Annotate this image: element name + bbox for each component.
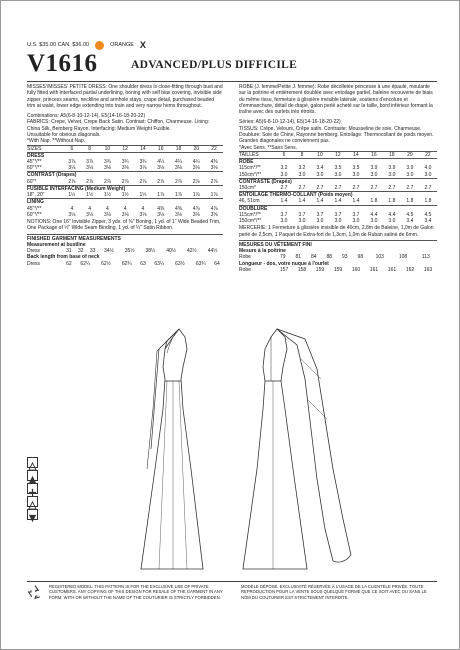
back-view-drawing [243,329,351,569]
table-row [27,165,223,172]
section-title: ROBE [239,159,437,166]
view-icon-5 [27,509,38,520]
table-cell: 3⅛ [210,165,218,172]
table-cell: 63¾ [195,260,206,267]
table-cell: 3⅛ [86,211,94,218]
table-cell: 4¼ [175,159,182,166]
table-cell: 2⅞ [157,178,165,185]
table-cell: 38½ [145,248,156,255]
table-cell: 2.7 [280,184,288,191]
fgm-sub-fr: Mesure à la poitrine [239,248,286,255]
table-cell: 63 [140,260,146,267]
row-label: Dress [27,260,41,267]
table-cell: 2⅞ [192,178,200,185]
table-cell: 3.7 [298,211,306,218]
footer-french-text: MODÈLE DÉPOSÉ. EXCLUSIVITÉ RÉSERVÉE À L'USAGE DE LA CLIENTÈLE PRIVÉE. TOUTE REPRODUCTION POUR LA VENTE SOUS QUELQUE FORME QUE CE SOIT AVEC OU SANS LE NOM DU COUTURIER EST STRICTEMENT INTERDITE. [241,584,427,600]
table-cell: 3⅞ [86,159,94,166]
row-label: 18", 20" [27,192,45,199]
row-label: 115cm*/** [239,165,261,172]
french-column [239,84,437,273]
table-cell: 2⅞ [121,178,129,185]
table-cell: 1½ [121,192,129,199]
row-label: TAILLES [239,151,259,158]
view-icon-1 [27,457,38,468]
row-label: Robe [239,254,251,261]
series-fr: Séries: A5(6-8-10-12-14), E5(14-16-18-20-22) [239,119,341,126]
table-cell: 3.0 [280,218,288,224]
table-cell: 2⅞ [175,178,182,185]
fgm-title-fr: MESURES DU VÊTEMENT FINI [239,240,437,248]
table-cell: 8 [300,151,304,158]
table-section-header [239,192,437,199]
table-cell: 16 [157,145,164,152]
table-cell: 6 [282,151,286,158]
footer-english [27,584,227,600]
table-row [239,218,437,224]
english-column [27,84,223,267]
table-cell: 3⅛ [103,211,111,218]
table-cell: 88 [326,254,333,261]
size-header-row [27,145,223,152]
x-mark: X [139,40,146,50]
table-cell: 4 [106,205,109,212]
section-title: CONTRASTE (Drapés) [239,178,437,185]
table-cell: 93 [342,254,348,261]
table-cell: 10 [317,151,323,158]
table-cell: 1⅞ [192,192,200,199]
table-cell: 14 [140,145,146,152]
description-fr: ROBE (J. femme/Petite J. femme): Robe décolletée princesse à une épaule, moulante sur la poitrine et entièrement doublée avec entoilage partiel, baleine recouverte de biais du même tissu, fermeture à glissière invisible latérale, soutiens d'encolure et d'emmanchure, détail de drapé, galon perlé acheté sur la taille, bord inférieur formant la traîne avec des ourlets très étroits. [239,84,433,116]
table-cell: 103 [375,254,384,261]
table-cell: 3⅛ [175,211,182,218]
table-cell: 2.7 [316,184,324,191]
table-cell: 3.0 [352,171,360,178]
row-label: 60"*/** [27,211,42,218]
table-cell: 42½ [186,248,197,255]
table-cell: 3.4 [424,218,432,224]
table-cell: 3⅞ [68,159,76,166]
table-cell: 3.2 [298,165,306,172]
price-text: U.S. $35.00 CAN. $36.00 [27,42,90,48]
table-cell: 3⅛ [157,165,165,172]
table-section-header [27,172,223,179]
table-cell: 1.8 [406,198,414,205]
section-title: FUSIBLE INTERFACING (Medium Weight) [27,185,223,192]
fgm-title-en: FINISHED GARMENT MEASUREMENTS [27,234,223,242]
table-cell: 160 [351,266,361,273]
table-cell: 3⅛ [68,165,76,172]
table-row [27,179,223,186]
table-cell: 63¼ [154,260,165,267]
orange-dot-icon [95,41,104,50]
diagonals-fr: Grandes diagonales ne conviennent pas. [239,138,330,145]
table-cell: 2.7 [298,184,306,191]
row-label: 150cm*/** [239,218,262,224]
table-cell: 1½ [139,192,147,199]
table-cell: 162 [405,266,415,273]
mercerie-fr: MERCERIE: 1 Fermeture à glissière invisible de 40cm, 2,8m de Baleine, 1,0m de Galon perlé de 2,5cm, 1 Paquet de Extra-fort de 1,3cm, 1,0m de Ruban satiné de 6mm. [239,225,434,238]
table-cell: 3.9 [388,165,396,172]
table-cell: 1⅞ [210,192,218,199]
table-section-header [27,152,223,159]
description-en: MISSES'/MISSES' PETITE DRESS: One shoulder dress is close-fitting through bust and fully fitted with interfaced partial underlining, boning with self bias covering, invisible side zipper, princess seams, neckline and armhole stays, crape detail, purchased beaded trim at waist, lower edge extending into train and very narrow hems throughout. [27,84,223,109]
table-section-header [239,178,437,185]
table-cell: 4 [141,205,145,212]
table-cell: 1⅞ [175,192,182,199]
table-cell: 3⅛ [192,211,200,218]
table-cell: 4 [88,205,92,212]
table-cell: 3.0 [316,218,324,224]
nap-en: *With Nap. **Without Nap. [27,138,86,145]
table-cell: 1½ [68,192,76,199]
table-cell: 4⅜ [157,205,165,212]
table-cell: 113 [421,254,430,261]
table-cell: 62 [66,260,72,267]
table-section-header [239,205,437,212]
row-label: 60"*/** [27,165,42,172]
row-label: Dress [27,248,41,255]
table-cell: 4¼ [157,159,165,166]
table-cell: 1½ [103,192,111,199]
table-cell: 3⅛ [121,211,129,218]
table-cell: 14 [353,151,359,158]
table-cell: 1.4 [316,198,324,205]
table-cell: 1⅞ [157,192,165,199]
price-line [27,40,146,50]
table-cell: 1.8 [370,198,378,205]
table-cell: 3⅝ [210,211,218,218]
row-label: Robe [239,266,251,273]
table-cell: 3⅛ [86,165,94,172]
table-cell: 2⅞ [86,178,94,185]
table-cell: 1.8 [388,198,396,205]
table-cell: 159 [315,266,325,273]
table-cell: 18 [175,145,182,152]
footer [27,584,437,600]
front-view-drawing [141,329,203,569]
table-cell: 3¾ [121,159,129,166]
size-header-row [239,151,437,158]
table-cell: 4.0 [424,165,432,172]
table-cell: 3⅛ [157,211,165,218]
table-row [239,185,437,192]
yardage-table-fr [239,151,437,224]
table-cell: 20 [193,145,200,152]
row-label: 46, 51cm [239,198,260,205]
table-cell: 2.7 [388,184,396,191]
table-cell: 12 [122,145,128,152]
row-label: 150cm* [239,184,256,191]
row-label: 45"*/** [27,205,42,212]
table-cell: 35½ [124,248,135,255]
table-cell: 1.4 [334,198,342,205]
table-row [27,192,223,199]
table-cell: 64 [214,260,220,267]
table-cell: 34½ [104,248,114,255]
table-cell: 3⅛ [121,165,129,172]
table-cell: 3.0 [388,218,396,224]
table-cell: 159 [333,266,343,273]
table-cell: 3.7 [352,211,360,218]
table-cell: 2.7 [352,184,360,191]
table-cell: 32 [77,248,84,255]
row-label: 150cm*/** [239,171,262,178]
table-cell: 3.0 [370,171,378,178]
table-cell: 22 [211,145,217,152]
table-cell: 3⅛ [68,211,76,218]
view-icons [27,457,39,522]
table-cell: 3.0 [370,218,378,224]
table-cell: 3.5 [352,165,360,172]
table-cell: 2⅞ [103,178,111,185]
table-row [27,261,223,267]
back-length-en: Back length from base of neck [27,254,100,261]
table-cell: 4.5 [424,211,432,218]
table-cell: 79 [279,254,286,261]
table-cell: 161 [369,266,379,273]
table-cell: 81 [295,254,302,261]
table-cell: 2.7 [370,184,378,191]
table-row [239,172,437,179]
table-cell: 4⅞ [192,205,200,212]
section-title: LINING [27,199,223,206]
view-icon-4 [27,496,38,507]
table-cell: 3.0 [334,218,342,224]
table-cell: 3.2 [280,165,288,172]
table-cell: 3⅛ [139,165,147,172]
table-cell: 3⅛ [103,165,111,172]
table-cell: 33 [89,248,96,255]
row-label: 115cm*/** [239,211,261,218]
table-cell: 4.4 [388,211,396,218]
table-cell: 62¾ [121,260,132,267]
header-divider [27,81,437,82]
dress-technical-drawing [121,319,361,581]
table-section-header [239,159,437,166]
table-cell: 3.0 [316,171,324,178]
section-title: DOUBLURE [239,205,437,212]
table-cell: 98 [357,254,364,261]
table-cell: 22 [425,151,431,158]
back-length-table-en [27,261,223,267]
table-cell: 4⅜ [175,205,182,212]
table-cell: 4.4 [370,211,378,218]
table-cell: 3.0 [280,171,288,178]
table-cell: 2.7 [424,184,432,191]
table-cell: 16 [371,151,377,158]
table-cell: 163 [423,266,433,273]
table-cell: 158 [297,266,307,273]
table-cell: 3⅛ [175,165,182,172]
view-icon-2 [27,470,38,481]
table-cell: 3.5 [334,165,342,172]
table-cell: 3.9 [406,165,414,172]
table-row [239,267,437,273]
table-cell: 3¾ [103,159,111,166]
table-cell: 3.0 [406,171,414,178]
table-cell: 3.7 [334,211,342,218]
recycle-icon [27,584,43,600]
back-length-fr: Longueur - dos, votre nuque à l'ourlet [239,260,329,267]
back-length-table-fr [239,267,437,273]
table-cell: 8 [88,145,92,152]
table-cell: 18 [389,151,395,158]
table-cell: 4⅞ [210,205,218,212]
table-cell: 2.7 [406,184,414,191]
table-cell: 1.8 [424,198,432,205]
combinations-en: Combinations: A5(6-8-10-12-14), E5(14-16-18-20-22) [27,113,146,120]
table-cell: 20 [407,151,413,158]
table-cell: 62¼ [80,260,91,267]
table-cell: 1.4 [280,198,288,205]
unsuitable-en: Unsuitable for obvious diagonals. [27,132,101,139]
table-cell: 2⅞ [68,178,76,185]
table-cell: 3⅛ [192,165,200,172]
pattern-number: V1616 [27,50,98,77]
table-cell: 3.7 [280,211,288,218]
table-cell: 44½ [207,248,218,255]
table-cell: 2⅞ [210,178,218,185]
table-row [239,198,437,205]
table-cell: 4 [70,205,74,212]
notions-en: NOTIONS: One 16" Invisible Zipper, 3 yds. of ⅜" Boning, 1 yd. of 1" Wide Beaded Trim, One Package of ½" Wide Seam Binding, 1 yd. of ¼" Satin Ribbon. [27,218,221,232]
table-cell: 3.7 [316,211,324,218]
nap-fr: *Avec Sens. **Sans Sens. [239,144,297,151]
table-cell: 10 [104,145,111,152]
tissus-fr: TISSUS: Crêpe, Velours, Crêpe satin. Contraste: Mousseline de soie, Charmeuse. Doublure: Soie de Chine, Rayonne bemberg. Entoilage: Thermocollant de poids moyen. [239,125,434,139]
table-cell: 3.0 [424,171,432,178]
table-cell: 157 [279,266,289,273]
table-cell: 3.0 [388,171,396,178]
table-cell: 2⅞ [139,178,147,185]
footer-english-text: REGISTERED MODEL: THIS PATTERN IS FOR THE EXCLUSIVE USE OF PRIVATE CUSTOMERS. ANY COPYING OF THIS DESIGN FOR RESALE OF THE GARMENT IN ANY FORM, WITH OR WITHOUT THE NAME OF THE COUTURIER IS STRICTLY FORBIDDEN. [49,584,223,600]
fabrics-en: FABRICS: Crepe, Velvet, Crepe Back Satin. Contrast: Chiffon, Charmeuse. Lining: China Silk, Bemberg Rayon. Interfacing: Medium Weight Fusible. [27,119,210,132]
table-cell: 3.0 [334,171,342,178]
table-cell: 40½ [166,248,176,255]
section-title: DRESS [27,152,223,159]
fgm-sub-en: Measurement at bustline [27,241,86,248]
table-row [27,212,223,218]
table-cell: 4⅜ [210,159,218,166]
table-cell: 3⅛ [139,211,147,218]
section-title: CONTRAST (Drapes) [27,172,223,179]
table-cell: 62½ [101,260,111,267]
table-cell: 12 [335,151,341,158]
table-cell: 31 [66,248,72,255]
table-cell: 3¾ [139,159,147,166]
table-cell: 3.0 [298,171,306,178]
table-cell: 3.0 [298,218,306,224]
row-label: 45"*/** [27,159,42,166]
table-cell: 161 [387,266,397,273]
row-label: 60"* [27,178,37,185]
table-cell: 63½ [175,260,185,267]
difficulty-label: ADVANCED/PLUS DIFFICILE [131,59,298,71]
table-cell: 1.4 [298,198,306,205]
table-cell: 3.0 [352,218,360,224]
table-cell: 6 [70,145,74,152]
table-cell: 1.4 [352,198,360,205]
view-icon-3 [27,483,38,494]
table-cell: 4 [123,205,127,212]
table-cell: 3.4 [406,218,414,224]
row-label: SIZES [27,145,42,152]
table-cell: 4¼ [192,159,200,166]
footer-divider [27,581,437,582]
section-title: ENTOILAGE THERMO-COLLANT (Poids moyen) [239,192,437,199]
table-cell: 2.7 [334,184,342,191]
table-cell: 108 [398,254,408,261]
table-cell: 3.9 [370,165,378,172]
table-cell: 3.4 [316,165,324,172]
table-cell: 4.5 [406,211,414,218]
color-label: ORANGE [110,42,134,48]
yardage-table-en [27,145,223,218]
table-section-header [27,199,223,206]
table-cell: 84 [311,254,317,261]
table-cell: 1½ [86,192,94,199]
